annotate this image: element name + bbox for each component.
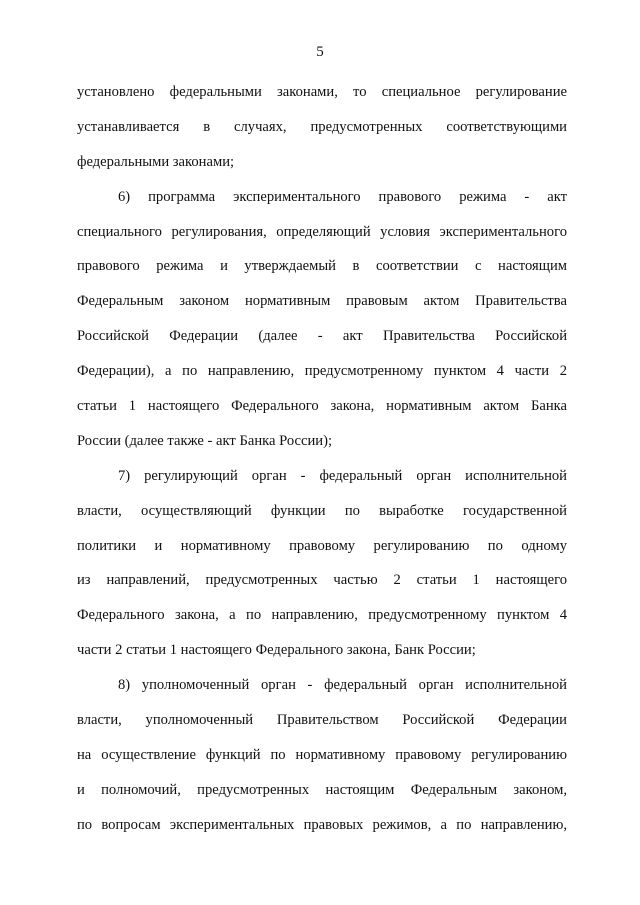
text-line: России (далее также - акт Банка России); <box>77 432 333 449</box>
text-line: статьи 1 настоящего Федерального закона, нормативным актом Банка <box>77 398 567 415</box>
text-line: правового режима и утверждаемый в соответствии с настоящим <box>77 258 567 275</box>
paragraph-6-first-line: 6) программа экспериментального правового режима - акт <box>118 188 567 205</box>
page-number: 5 <box>316 44 324 60</box>
text-line: федеральными законами; <box>77 153 235 170</box>
text-line: и полномочий, предусмотренных настоящим Федеральным законом, <box>77 781 567 798</box>
text-line: установлено федеральными законами, то специальное регулирование <box>77 84 567 100</box>
text-line: из направлений, предусмотренных частью 2 статьи 1 настоящего <box>77 572 567 589</box>
text-line: на осуществление функций по нормативному правовому регулированию <box>77 746 567 763</box>
document-body <box>77 75 567 843</box>
text-line: Федеральным законом нормативным правовым актом Правительства <box>77 293 567 310</box>
paragraph-7-first-line: 7) регулирующий орган - федеральный орган исполнительной <box>118 467 567 484</box>
text-line: Федерации), а по направлению, предусмотренному пунктом 4 части 2 <box>77 363 567 380</box>
text-line: Федерального закона, а по направлению, предусмотренному пунктом 4 <box>77 607 567 624</box>
text-line: специального регулирования, определяющий условия экспериментального <box>77 223 567 240</box>
text-line: Российской Федерации (далее - акт Правительства Российской <box>77 328 567 345</box>
text-line: власти, уполномоченный Правительством Российской Федерации <box>77 712 567 729</box>
text-line: устанавливается в случаях, предусмотренных соответствующими <box>77 118 567 135</box>
text-line: политики и нормативному правовому регулированию по одному <box>77 537 567 554</box>
text-line: власти, осуществляющий функции по выработке государственной <box>77 502 567 519</box>
text-line: части 2 статьи 1 настоящего Федерального закона, Банк России; <box>77 642 476 659</box>
text-line: по вопросам экспериментальных правовых режимов, а по направлению, <box>77 816 567 833</box>
paragraph-8-first-line: 8) уполномоченный орган - федеральный орган исполнительной <box>118 677 567 694</box>
